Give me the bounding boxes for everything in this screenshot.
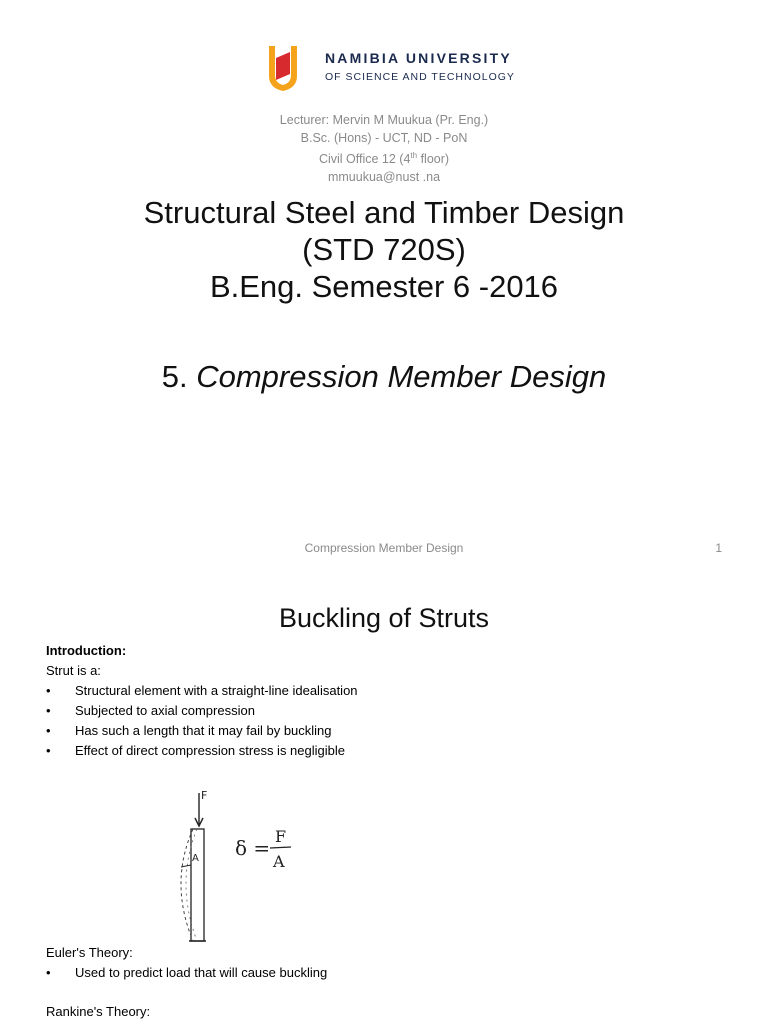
chapter-number: 5. — [161, 359, 197, 394]
chapter-name: Compression Member Design — [196, 359, 607, 394]
university-logo — [265, 44, 515, 94]
course-code-line: (STD 720S) — [302, 232, 466, 267]
formula-numerator: F — [275, 827, 287, 846]
formula-denominator: A — [273, 852, 285, 871]
rankine-heading: Rankine's Theory: — [46, 1004, 151, 1019]
office-prefix: Civil Office 12 (4 — [318, 152, 411, 167]
stress-symbol: δ = — [235, 836, 271, 860]
strut-sketch — [155, 785, 315, 945]
euler-list — [46, 963, 327, 983]
force-label: F — [201, 789, 208, 802]
university-shield-icon — [265, 44, 301, 92]
strut-definition-list — [46, 681, 358, 761]
content-slide — [0, 575, 768, 1024]
slide-footer: Compression Member Design — [304, 541, 464, 555]
area-label: A — [192, 853, 199, 864]
slide-title: Buckling of Struts — [278, 603, 490, 633]
introduction-heading: Introduction: — [46, 643, 127, 658]
strut-column — [191, 829, 204, 941]
list-item: • Has such a length that it may fail by buckling — [46, 721, 358, 741]
page-number: 1 — [715, 541, 722, 555]
list-item: • Subjected to axial compression — [46, 701, 358, 721]
office-suffix: floor) — [417, 152, 450, 167]
list-item: • Structural element with a straight-line idealisation — [46, 681, 358, 701]
lecturer-degrees: B.Sc. (Hons) - UCT, ND - PoN — [300, 131, 468, 145]
strut-intro: Strut is a: — [46, 663, 101, 678]
course-title — [0, 194, 768, 305]
fraction-bar — [270, 847, 291, 848]
office-sup: th — [410, 151, 418, 160]
lecturer-info — [0, 111, 768, 186]
lecturer-email: mmuukua@nust .na — [327, 170, 441, 185]
lecturer-office — [0, 147, 768, 168]
list-item: • Effect of direct compression stress is negligible — [46, 741, 358, 761]
course-title-line: Structural Steel and Timber Design — [143, 195, 625, 230]
lecturer-name: Lecturer: Mervin M Muukua (Pr. Eng.) — [279, 113, 489, 127]
euler-heading: Euler's Theory: — [46, 945, 133, 960]
semester-line: B.Eng. Semester 6 -2016 — [209, 269, 559, 304]
logo-text-line1: NAMIBIA UNIVERSITY — [325, 50, 512, 66]
list-item: • Used to predict load that will cause buckling — [46, 963, 327, 983]
chapter-title — [0, 358, 768, 395]
logo-text-line2: OF SCIENCE AND TECHNOLOGY — [325, 71, 515, 83]
